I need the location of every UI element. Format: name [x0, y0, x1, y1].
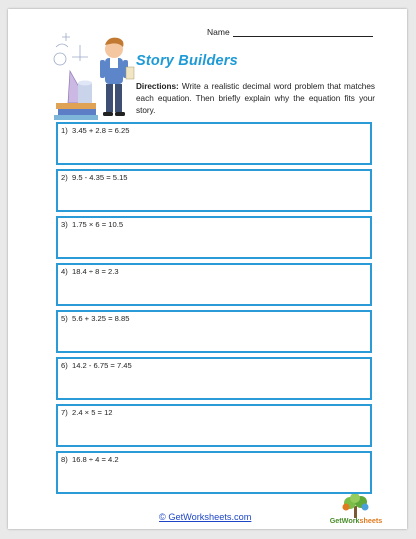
name-label: Name [207, 27, 230, 37]
problem-equation: 6) 14.2 - 6.75 = 7.45 [61, 361, 132, 370]
worksheet-title: Story Builders [136, 53, 238, 69]
problem-equation: 5) 5.6 + 3.25 = 8.85 [61, 314, 130, 323]
name-field [207, 27, 373, 37]
problem-equation: 3) 1.75 × 6 = 10.5 [61, 220, 124, 229]
student-illustration [48, 27, 138, 122]
problem-equation: 7) 2.4 × 5 = 12 [61, 408, 113, 417]
problem-box-5[interactable] [56, 310, 372, 353]
tree-icon [320, 494, 392, 518]
problem-equation: 1) 3.45 + 2.8 = 6.25 [61, 126, 130, 135]
problem-box-7[interactable] [56, 404, 372, 447]
directions-text [136, 81, 375, 117]
getworksheets-logo [320, 494, 392, 532]
problem-equation: 4) 18.4 ÷ 8 = 2.3 [61, 267, 119, 276]
problem-box-6[interactable] [56, 357, 372, 400]
directions-label: Directions: [136, 82, 179, 91]
worksheet-page [8, 9, 407, 529]
name-underline [233, 28, 373, 37]
problem-box-2[interactable] [56, 169, 372, 212]
directions-body: Write a realistic decimal word problem that matches each equation. Then briefly explain why the equation fits your story. [136, 82, 375, 115]
logo-text: GetWorksheets [329, 516, 383, 525]
getworksheets-link[interactable]: © GetWorksheets.com [159, 512, 252, 522]
problem-list [56, 122, 372, 498]
problem-box-4[interactable] [56, 263, 372, 306]
problem-box-1[interactable] [56, 122, 372, 165]
problem-box-3[interactable] [56, 216, 372, 259]
problem-equation: 8) 16.8 ÷ 4 = 4.2 [61, 455, 119, 464]
problem-equation: 2) 9.5 - 4.35 = 5.15 [61, 173, 128, 182]
problem-box-8[interactable] [56, 451, 372, 494]
